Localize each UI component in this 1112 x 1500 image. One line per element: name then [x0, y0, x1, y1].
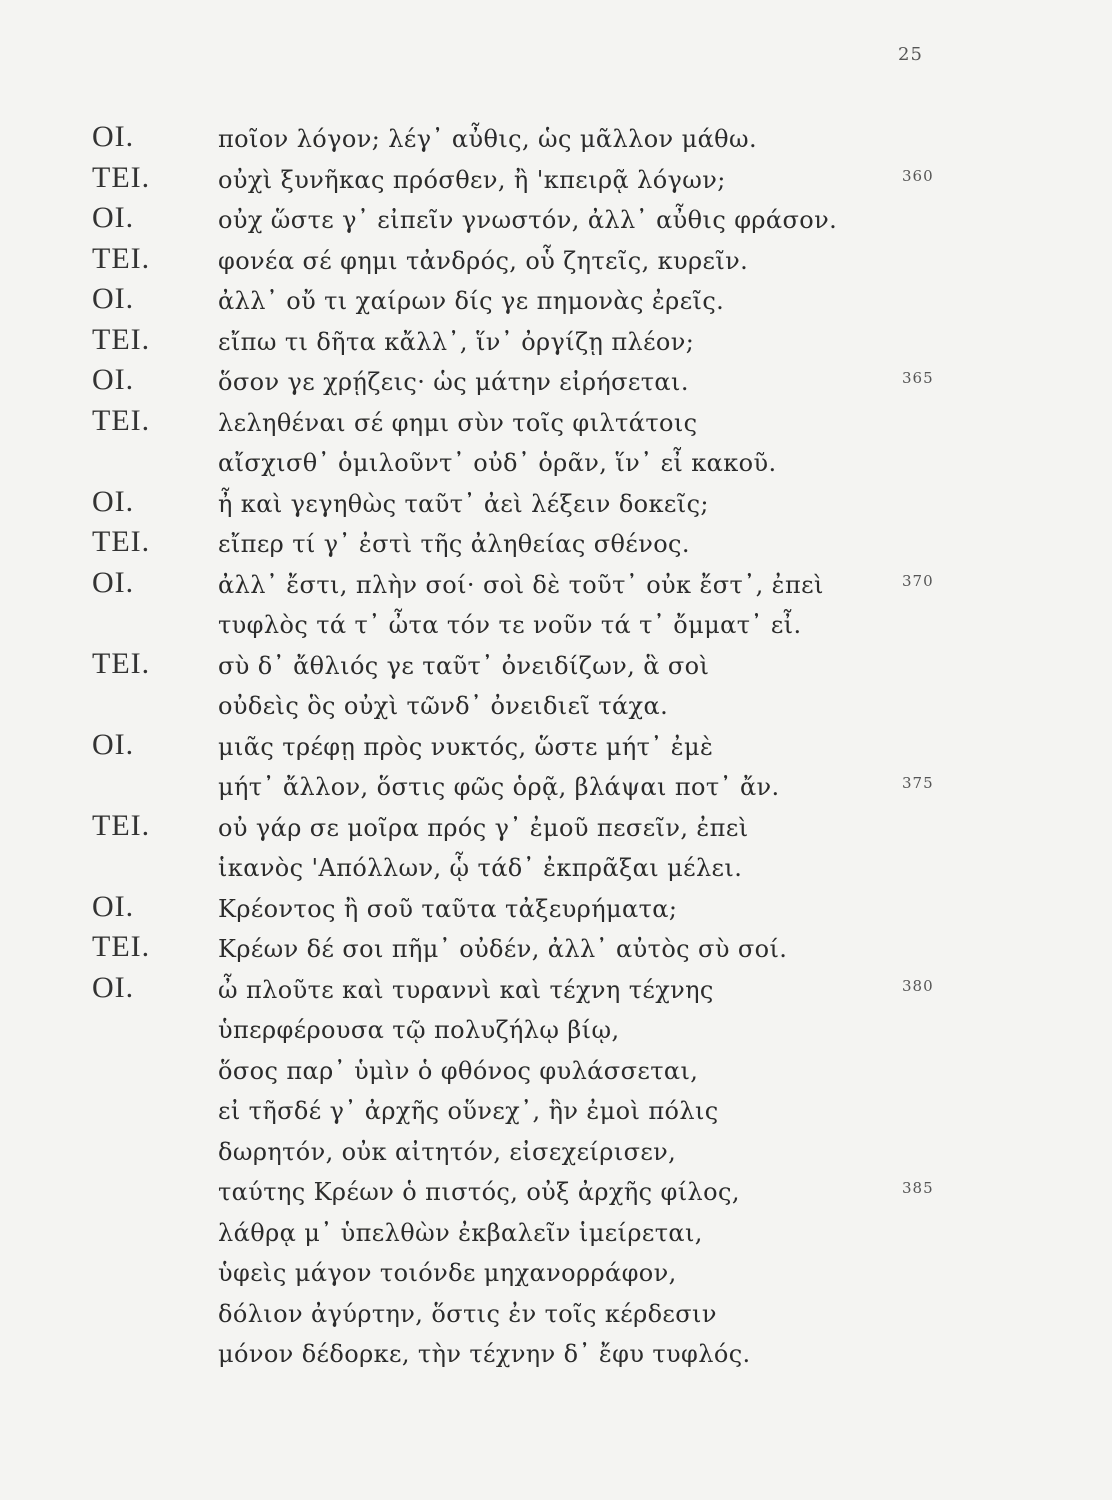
verse-block — [0, 117, 1112, 1373]
line-number: 375 — [902, 774, 934, 792]
verse-text: ἀλλ᾽ οὔ τι χαίρων δίς γε πημονὰς ἐρεῖς. — [218, 287, 725, 315]
verse-text: Κρέοντος ἢ σοῦ ταῦτα τἀξευρήματα; — [218, 894, 678, 923]
verse-text: λάθρᾳ μ᾽ ὑπελθὼν ἐκβαλεῖν ἱμείρεται, — [218, 1218, 703, 1247]
verse-text: μιᾶς τρέφῃ πρὸς νυκτός, ὥστε μήτ᾽ ἐμὲ — [218, 732, 714, 761]
verse-text: σὺ δ᾽ ἄθλιός γε ταῦτ᾽ ὀνειδίζων, ἃ σοὶ — [218, 651, 710, 680]
verse-text: ὑπερφέρουσα τῷ πολυζήλῳ βίῳ, — [218, 1016, 620, 1044]
verse-text: μήτ᾽ ἄλλον, ὅστις φῶς ὁρᾷ, βλάψαι ποτ᾽ ἄν. — [218, 773, 780, 801]
line-number: 360 — [902, 166, 934, 185]
verse-line — [0, 1089, 1112, 1130]
verse-line — [0, 401, 1112, 442]
verse-line — [0, 765, 1112, 806]
verse-text: ἀλλ᾽ ἔστι, πλὴν σοί· σοὶ δὲ τοῦτ᾽ οὐκ ἔστ᾽, ἐπεὶ — [218, 570, 824, 599]
verse-line — [0, 603, 1112, 644]
speaker-label: ΤΕΙ. — [92, 525, 151, 558]
verse-line — [0, 1008, 1112, 1049]
speaker-label: ΤΕΙ. — [92, 646, 151, 680]
line-number: 370 — [902, 571, 934, 590]
verse-line — [0, 239, 1112, 280]
page-number: 25 — [898, 44, 923, 65]
verse-text: ταύτης Κρέων ὁ πιστός, οὐξ ἀρχῆς φίλος, — [218, 1178, 740, 1206]
verse-text: μόνον δέδορκε, τὴν τέχνην δ᾽ ἔφυ τυφλός. — [218, 1340, 751, 1368]
verse-line — [0, 1332, 1112, 1373]
verse-text: οὐχὶ ξυνῆκας πρόσθεν, ἢ 'κπειρᾷ λόγων; — [218, 165, 726, 194]
verse-line — [0, 806, 1112, 847]
verse-text: Κρέων δέ σοι πῆμ᾽ οὐδέν, ἀλλ᾽ αὐτὸς σὺ σοί. — [218, 935, 788, 963]
verse-text: φονέα σέ φημι τἀνδρός, οὗ ζητεῖς, κυρεῖν. — [218, 246, 749, 275]
speaker-label: ΟΙ. — [92, 120, 135, 153]
speaker-label: ΤΕΙ. — [92, 241, 151, 275]
speaker-label: ΟΙ. — [92, 727, 135, 761]
speaker-label: ΤΕΙ. — [92, 930, 151, 963]
speaker-label: ΟΙ. — [92, 970, 135, 1004]
verse-line — [0, 684, 1112, 725]
verse-text: ἦ καὶ γεγηθὼς ταῦτ᾽ ἀεὶ λέξειν δοκεῖς; — [218, 489, 709, 518]
verse-line — [0, 563, 1112, 604]
verse-text: οὐχ ὥστε γ᾽ εἰπεῖν γνωστόν, ἀλλ᾽ αὖθις φράσον. — [218, 206, 838, 234]
verse-line — [0, 360, 1112, 401]
speaker-label: ΟΙ. — [92, 363, 135, 396]
verse-text: οὐδεὶς ὃς οὐχὶ τῶνδ᾽ ὀνειδιεῖ τάχα. — [218, 692, 669, 720]
verse-text: ὅσον γε χρῄζεις· ὡς μάτην εἰρήσεται. — [218, 368, 689, 396]
verse-text: δόλιον ἀγύρτην, ὅστις ἐν τοῖς κέρδεσιν — [218, 1299, 717, 1328]
verse-line — [0, 441, 1112, 482]
verse-text: τυφλὸς τά τ᾽ ὦτα τόν τε νοῦν τά τ᾽ ὄμματ᾽ εἶ. — [218, 611, 802, 639]
verse-line — [0, 1049, 1112, 1090]
speaker-label: ΟΙ. — [92, 201, 135, 234]
verse-line — [0, 522, 1112, 563]
line-number: 365 — [902, 369, 934, 387]
speaker-label: ΤΕΙ. — [92, 403, 151, 437]
verse-text: αἴσχισθ᾽ ὁμιλοῦντ᾽ οὐδ᾽ ὁρᾶν, ἵν᾽ εἶ κακοῦ. — [218, 449, 777, 477]
verse-line — [0, 1130, 1112, 1171]
line-number: 380 — [902, 976, 934, 995]
verse-line — [0, 927, 1112, 968]
verse-line — [0, 117, 1112, 158]
verse-line — [0, 968, 1112, 1009]
verse-text: εἴπω τι δῆτα κἄλλ᾽, ἵν᾽ ὀργίζῃ πλέον; — [218, 327, 695, 356]
speaker-label: ΟΙ. — [92, 565, 135, 599]
verse-line — [0, 198, 1112, 239]
verse-text: δωρητόν, οὐκ αἰτητόν, εἰσεχείρισεν, — [218, 1137, 677, 1166]
verse-line — [0, 887, 1112, 928]
verse-text: ὅσος παρ᾽ ὑμὶν ὁ φθόνος φυλάσσεται, — [218, 1056, 699, 1085]
verse-text: λεληθέναι σέ φημι σὺν τοῖς φιλτάτοις — [218, 408, 698, 437]
verse-line — [0, 320, 1112, 361]
line-number: 385 — [902, 1179, 934, 1197]
verse-line — [0, 1251, 1112, 1292]
verse-line — [0, 279, 1112, 320]
speaker-label: ΟΙ. — [92, 484, 135, 518]
verse-text: οὐ γάρ σε μοῖρα πρός γ᾽ ἐμοῦ πεσεῖν, ἐπεὶ — [218, 813, 749, 842]
verse-line — [0, 725, 1112, 766]
verse-text: ὑφεὶς μάγον τοιόνδε μηχανορράφον, — [218, 1259, 677, 1287]
verse-line — [0, 1170, 1112, 1211]
verse-line — [0, 482, 1112, 523]
verse-text: εἰ τῆσδέ γ᾽ ἀρχῆς οὕνεχ᾽, ἣν ἐμοὶ πόλις — [218, 1097, 719, 1125]
speaker-label: ΤΕΙ. — [92, 160, 151, 194]
verse-line — [0, 846, 1112, 887]
speaker-label: ΟΙ. — [92, 889, 135, 923]
verse-text: ὦ πλοῦτε καὶ τυραννὶ καὶ τέχνη τέχνης — [218, 975, 714, 1004]
verse-line — [0, 1211, 1112, 1252]
verse-text: ποῖον λόγον; λέγ᾽ αὖθις, ὡς μᾶλλον μάθω. — [218, 125, 758, 153]
speaker-label: ΤΕΙ. — [92, 808, 151, 842]
verse-line — [0, 158, 1112, 199]
verse-line — [0, 644, 1112, 685]
speaker-label: ΤΕΙ. — [92, 322, 151, 356]
verse-text: ἱκανὸς 'Απόλλων, ᾧ τάδ᾽ ἐκπρᾶξαι μέλει. — [218, 854, 743, 882]
speaker-label: ΟΙ. — [92, 282, 135, 315]
verse-line — [0, 1292, 1112, 1333]
verse-text: εἴπερ τί γ᾽ ἐστὶ τῆς ἀληθείας σθένος. — [218, 530, 690, 558]
